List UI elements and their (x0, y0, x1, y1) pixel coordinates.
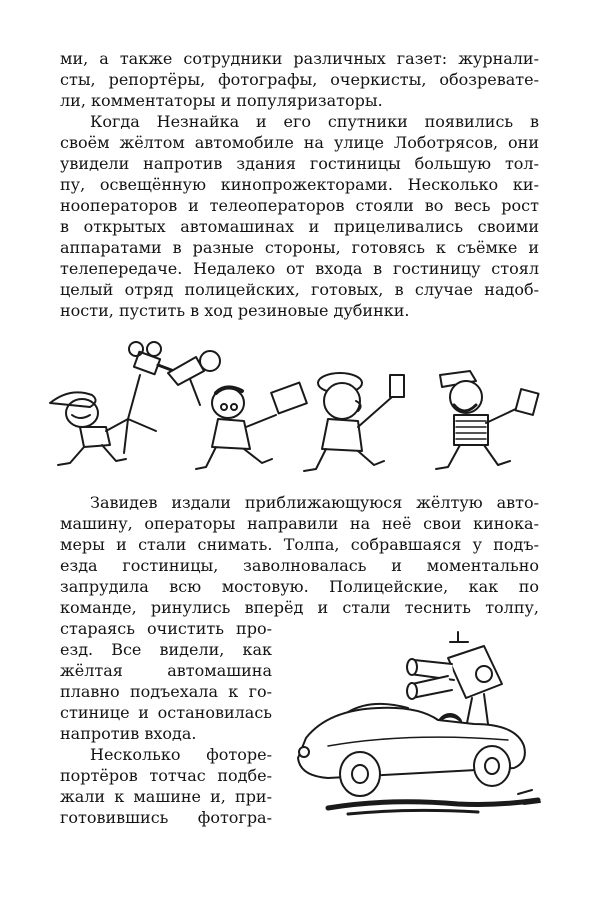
text-line: жали к машине и, при- (60, 787, 272, 806)
running-reporters-illustration (40, 335, 560, 485)
text-line: стинице и остановилась (60, 703, 272, 722)
text-line: пу, освещённую кинопрожекторами. Несколько ки- (60, 175, 539, 194)
text-line: езд. Все видели, как (60, 640, 272, 659)
text-line: увидели напротив здания гостиницы большую тол- (60, 154, 539, 173)
text-line: целый отряд полицейских, готовых, в случае надоб- (60, 280, 539, 299)
text-line: сты, репортёры, фотографы, очеркисты, обозревате- (60, 70, 539, 89)
photographer-figure (436, 371, 539, 469)
text-line: Несколько фоторе- (90, 745, 272, 764)
text-line: в открытых автомашинах и прицеливались своими (60, 217, 539, 236)
text-line: ми, а также сотрудники различных газет: журнали- (60, 49, 539, 68)
text-line: команде, ринулись вперёд и стали теснить толпу, (60, 598, 539, 617)
text-line: Завидев издали приближающуюся жёлтую авто- (90, 493, 539, 512)
cameraman-figure (50, 342, 174, 465)
text-line: телепередаче. Недалеко от входа в гостиницу стоял (60, 259, 539, 278)
text-line: меры и стали снимать. Толпа, собравшаяся у подъ- (60, 535, 539, 554)
journalist-figure (304, 373, 404, 471)
text-line: ли, комментаторы и популяризаторы. (60, 91, 383, 110)
text-line: плавно подъехала к го- (60, 682, 272, 701)
text-line: нооператоров и телеоператоров стояли во весь рост (60, 196, 539, 215)
text-line: напротив входа. (60, 724, 197, 743)
text-line: Когда Незнайка и его спутники появились в (90, 112, 539, 131)
newsreel-operator-figure (168, 351, 307, 469)
text-line: езда гостиницы, заволновалась и моментально (60, 556, 539, 575)
text-line: готовившись фотогра- (60, 808, 272, 827)
text-line: своём жёлтом автомобиле на улице Лоботрясов, они (60, 133, 539, 152)
text-line: аппаратами в разные стороны, готовясь к съёмке и (60, 238, 539, 257)
text-line: стараясь очистить про- (60, 619, 272, 638)
text-line: ности, пустить в ход резиновые дубинки. (60, 301, 410, 320)
text-line: запрудила всю мостовую. Полицейские, как по (60, 577, 539, 596)
text-line: жёлтая автомашина (60, 661, 272, 680)
text-line: портёров тотчас подбе- (60, 766, 272, 785)
text-line: машину, операторы направили на неё свои кинока- (60, 514, 539, 533)
car-with-camera-illustration (288, 628, 550, 828)
